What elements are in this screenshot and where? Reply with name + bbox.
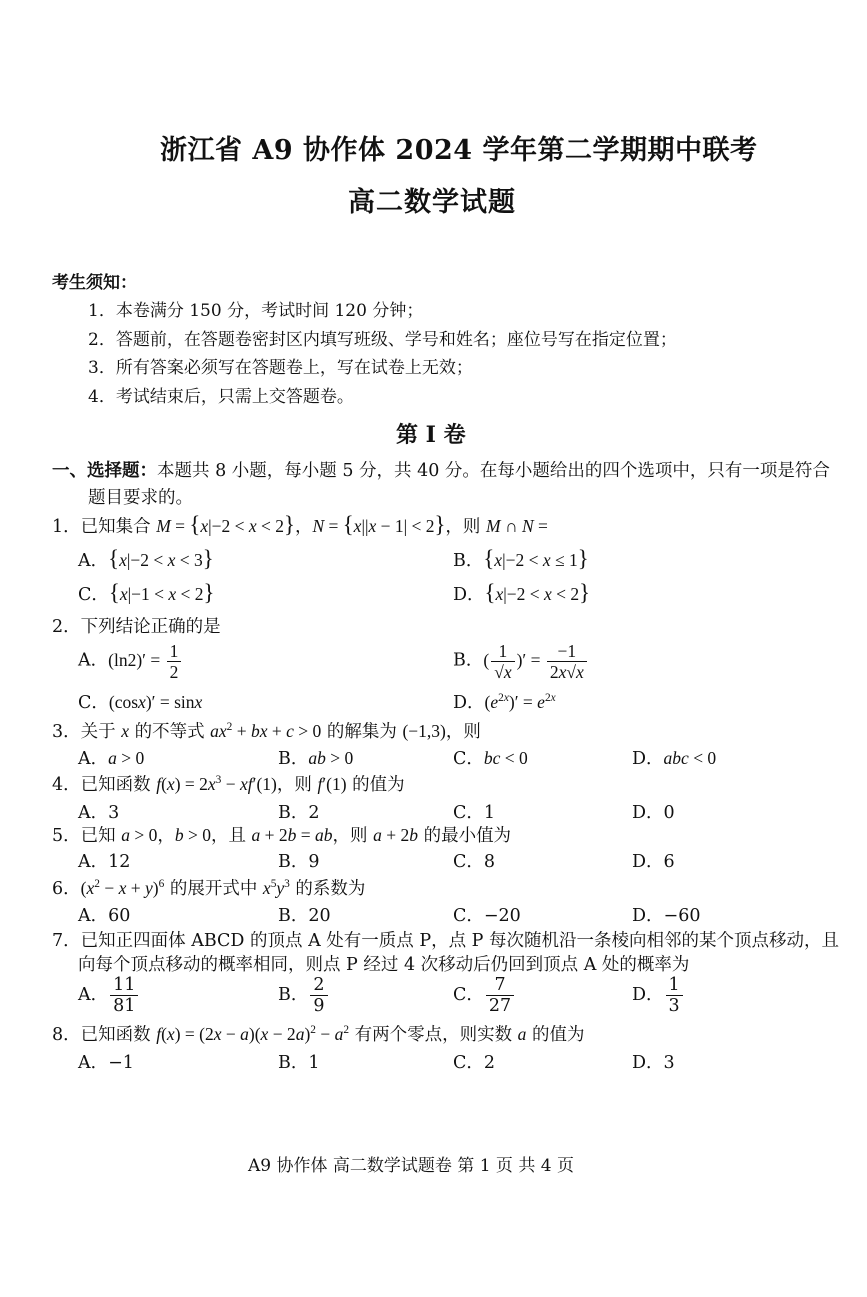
q5-cond: a > 0，b > 0 [121, 825, 211, 845]
q4-expr: f′(1) [317, 774, 347, 794]
q7-option-c-num: 7 [486, 975, 514, 996]
q4-option-b: B．2 [278, 803, 320, 823]
q3-option-d [632, 745, 716, 770]
q1-option-c-value: {x|−1 < x < 2} [108, 580, 215, 605]
q8-option-d: D．3 [632, 1053, 675, 1073]
q5-option-a: A．12 [78, 852, 131, 872]
q2-option-a [78, 641, 183, 682]
q4-option-c: C．1 [453, 803, 496, 823]
q2-option-d-label: D． [453, 693, 485, 713]
q3-var: x [121, 721, 129, 741]
q1-option-a-value: {x|−2 < x < 3} [108, 546, 214, 571]
q3-text-a: 关于 [80, 722, 122, 742]
q1-text-a: 已知集合 [80, 517, 157, 537]
q6-option-b: B．20 [278, 906, 331, 926]
q3-option-d-value: abc < 0 [663, 748, 717, 768]
q5-text-c: ，则 [332, 826, 374, 846]
q4-text-b: ，则 [276, 775, 318, 795]
q7-option-a [78, 975, 140, 1016]
q2-option-a-value: (ln2)′ = $\frac{1}{2}$ [108, 650, 183, 670]
q4-text-c: 的值为 [346, 775, 405, 795]
question-6 [52, 875, 365, 900]
q8-number: 8． [52, 1025, 81, 1045]
part-one-desc-cont: 题目要求的。 [88, 488, 193, 508]
q5-text-b: ，且 [210, 826, 252, 846]
q1-option-c [78, 580, 214, 606]
page-footer: A9 协作体 高二数学试题卷 第 1 页 共 4 页 [248, 1156, 574, 1176]
q4-option-d: D．0 [632, 803, 675, 823]
q3-option-c [453, 745, 528, 770]
q3-option-c-value: bc < 0 [483, 748, 528, 768]
q3-option-d-label: D． [632, 749, 664, 769]
q1-option-b-label: B． [453, 551, 484, 571]
q5-eq: a + 2b = ab [251, 825, 333, 845]
q2-option-b [453, 641, 589, 682]
q7-option-b-fraction [310, 975, 327, 1016]
q8-text-b: 有两个零点，则实数 [349, 1025, 518, 1045]
q1-number: 1． [52, 517, 81, 537]
q1-option-a [78, 546, 214, 572]
q7-option-d-label: D． [632, 985, 664, 1006]
notice-item-3: 3．所有答案必须写在答题卷上，写在试卷上无效； [88, 358, 473, 378]
q1-option-b-value: {x|−2 < x ≤ 1} [483, 546, 589, 571]
q2-option-b-label: B． [453, 650, 484, 671]
q7-option-a-num: 11 [110, 975, 138, 996]
q6-expansion: $(x^2 - x + y)^6$ [80, 878, 165, 898]
q1-sep: ， [294, 517, 313, 537]
q2-text: 下列结论正确的是 [80, 617, 221, 637]
q8-text-a: 已知函数 [80, 1025, 157, 1045]
q7-option-d-fraction [666, 975, 683, 1016]
q6-term: $x^5y^3$ [262, 878, 290, 898]
q1-option-c-label: C． [78, 585, 109, 605]
q1-expr: M ∩ N = [486, 516, 548, 536]
q5-expr: a + 2b [373, 825, 418, 845]
q7-option-c-label: C． [453, 985, 484, 1006]
exam-title: 浙江省 A9 协作体 2024 学年第二学期期中联考 [160, 135, 758, 166]
q7-option-a-fraction [110, 975, 138, 1016]
part-one-intro [52, 457, 830, 482]
notice-item-2: 2．答题前，在答题卷密封区内填写班级、学号和姓名；座位号写在指定位置； [88, 330, 677, 350]
q3-option-a-label: A． [78, 749, 109, 769]
q8-var: a [517, 1024, 527, 1044]
q8-option-a: A．−1 [78, 1053, 134, 1073]
q5-option-b: B．9 [278, 852, 320, 872]
exam-subtitle: 高二数学试题 [348, 187, 516, 218]
question-8 [52, 1021, 584, 1046]
q3-interval: (−1,3) [402, 721, 446, 741]
question-4 [52, 771, 405, 796]
notice-heading: 考生须知： [52, 273, 137, 293]
q7-option-c [453, 975, 516, 1016]
question-3 [52, 718, 481, 743]
part-one-desc: 本题共 8 小题，每小题 5 分，共 40 分。在每小题给出的四个选项中，只有一项是符合 [157, 461, 830, 481]
q2-number: 2． [52, 617, 81, 637]
q3-option-b-value: ab > 0 [308, 748, 354, 768]
q4-function: $f(x) = 2x^3 - xf'(1)$ [156, 774, 277, 794]
q1-text-b: ，则 [445, 517, 486, 537]
q7-option-c-den: 27 [488, 996, 512, 1017]
q4-text-a: 已知函数 [80, 775, 157, 795]
q7-option-b-num: 2 [310, 975, 327, 996]
q7-option-d [632, 975, 685, 1016]
q7-option-c-fraction [486, 975, 514, 1016]
q6-option-d: D．−60 [632, 906, 701, 926]
q2-option-a-label: A． [78, 650, 109, 671]
question-7 [52, 927, 839, 952]
q7-option-a-den: 81 [113, 996, 136, 1017]
q3-option-b-label: B． [278, 749, 309, 769]
q2-option-c-label: C． [78, 693, 109, 713]
q7-text-line1: 已知正四面体 ABCD 的顶点 A 处有一质点 P，点 P 每次随机沿一条棱向相邻的某个顶点移动，且 [80, 931, 840, 951]
section-title: 第 I 卷 [396, 422, 466, 448]
q3-option-c-label: C． [453, 749, 484, 769]
q3-option-b [278, 745, 353, 770]
q8-option-c: C．2 [453, 1053, 496, 1073]
q7-number: 7． [52, 931, 81, 951]
q4-number: 4． [52, 775, 81, 795]
q3-option-a-value: a > 0 [108, 748, 145, 768]
q2-option-d [453, 689, 556, 714]
q1-option-d-value: {x|−2 < x < 2} [484, 580, 591, 605]
q3-option-a [78, 745, 144, 770]
q7-option-d-den: 3 [668, 996, 680, 1017]
q2-option-d-value: $(e^{2x})' = e^{2x}$ [484, 692, 556, 712]
q7-option-b-den: 9 [313, 996, 325, 1017]
q3-text-c: 的解集为 [321, 722, 403, 742]
q1-set-n: N = {x||x − 1| < 2} [312, 512, 446, 537]
q2-option-c [78, 689, 202, 714]
q6-text-b: 的系数为 [289, 879, 366, 899]
question-2 [52, 613, 221, 638]
notice-item-1: 1．本卷满分 150 分，考试时间 120 分钟； [88, 301, 424, 321]
q3-text-b: 的不等式 [129, 722, 211, 742]
q6-option-a: A．60 [78, 906, 131, 926]
q6-option-c: C．−20 [453, 906, 521, 926]
question-5 [52, 822, 511, 847]
q1-set-m: M = {x|−2 < x < 2} [156, 512, 295, 537]
notice-item-4: 4．考试结束后，只需上交答题卷。 [88, 387, 354, 407]
q2-option-c-value: (cosx)′ = sinx [108, 692, 203, 712]
q1-option-d [453, 580, 590, 606]
q6-text-a: 的展开式中 [164, 879, 263, 899]
q6-number: 6． [52, 879, 81, 899]
q7-text-line2: 向每个顶点移动的概率相同，则点 P 经过 4 次移动后仍回到顶点 A 处的概率为 [78, 955, 690, 975]
q7-option-a-label: A． [78, 985, 109, 1006]
q8-option-b: B．1 [278, 1053, 320, 1073]
q5-option-d: D．6 [632, 852, 675, 872]
q1-option-d-label: D． [453, 585, 485, 605]
q7-option-b [278, 975, 330, 1016]
q3-text-d: ，则 [445, 722, 481, 742]
q7-option-b-label: B． [278, 985, 309, 1006]
q3-inequality: $ax^2$ + bx + c > 0 [210, 721, 322, 741]
q5-text-a: 已知 [80, 826, 122, 846]
q8-text-c: 的值为 [526, 1025, 585, 1045]
q1-option-a-label: A． [78, 551, 109, 571]
q2-option-b-value: ( $\frac{1}{√x}$ )′ = $\frac{-1}{2x√x}$ [483, 650, 588, 670]
q5-option-c: C．8 [453, 852, 496, 872]
q3-number: 3． [52, 722, 81, 742]
q5-number: 5． [52, 826, 81, 846]
q4-option-a: A．3 [78, 803, 120, 823]
question-1 [52, 512, 548, 538]
q5-text-d: 的最小值为 [418, 826, 512, 846]
q7-option-d-num: 1 [666, 975, 683, 996]
q8-function: $f(x) = (2x - a)(x - 2a)^2 - a^2$ [156, 1024, 350, 1044]
part-one-label: 一、选择题： [52, 461, 157, 481]
q1-option-b [453, 546, 589, 572]
